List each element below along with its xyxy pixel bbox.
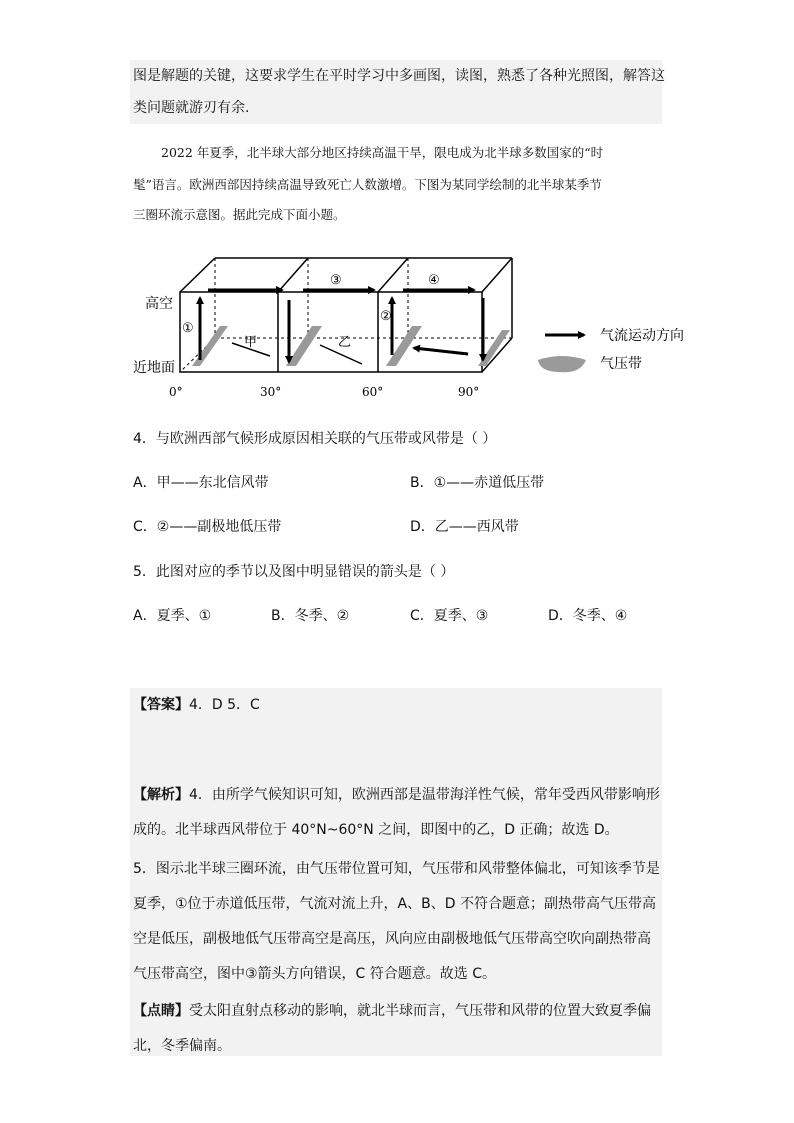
passage-line-1: 2022 年夏季，北半球大部分地区持续高温干旱，限电成为北半球多数国家的“时 (161, 145, 604, 160)
analysis-p1 (133, 778, 661, 848)
pressure-belt-30 (286, 326, 322, 366)
q5-option-d: D．冬季、④ (548, 608, 628, 624)
top-line-1: 图是解题的关键，这要求学生在平时学习中多画图，读图，熟悉了各种光照图，解答这 (133, 68, 665, 84)
analysis-tag: 【解析】 (133, 787, 189, 803)
q5-option-b: B．冬季、② (271, 608, 350, 624)
passage-line-2: 髦”语言。欧洲西部因持续高温导致死亡人数激增。下图为某同学绘制的北半球某季节 (133, 177, 602, 192)
q5-stem: 5．此图对应的季节以及图中明显错误的箭头是（ ） (133, 564, 455, 580)
analysis-text-2: 5．图示北半球三圈环流，由气压带位置可知，气压带和风带整体偏北，可知该季节是夏季，①位于赤道低压带，气流对流上升，A、B、D 不符合题意；副热带高气压带高空是低压，副极地低气压带高空是高压，风向应由副极地低气压带高空吹向副热带高气压带高空，图中③箭头方向错误，C 符合题意。故选 C。 (133, 861, 660, 982)
q4-option-b: B．①——赤道低压带 (410, 475, 545, 491)
label-arrow-2: ② (380, 309, 392, 324)
passage-line-3: 三圈环流示意图。据此完成下面小题。 (133, 207, 346, 222)
top-line-2: 类问题就游刃有余. (133, 100, 250, 116)
legend-belt-icon (538, 356, 586, 372)
label-high: 高空 (145, 296, 173, 312)
label-arrow-3: ③ (330, 273, 342, 288)
comment-paragraph (133, 994, 661, 1064)
tick-0: 0° (169, 385, 183, 399)
arrow-polar-east (414, 348, 468, 354)
legend-belt-label: 气压带 (600, 356, 642, 372)
q4-stem: 4．与欧洲西部气候形成原因相关联的气压带或风带是（ ） (133, 431, 497, 447)
q5-option-c: C．夏季、③ (410, 608, 489, 624)
answer-tag: 【答案】 (133, 697, 189, 713)
q4-option-a: A．甲——东北信风带 (133, 475, 269, 491)
tick-30: 30° (260, 385, 282, 399)
tick-90: 90° (458, 385, 480, 399)
analysis-p2 (133, 852, 661, 992)
circulation-diagram (0, 240, 794, 410)
q4-option-d: D．乙——西风带 (410, 519, 519, 535)
comment-tag: 【点睛】 (133, 1003, 189, 1019)
label-arrow-1: ① (182, 321, 194, 336)
q5-option-a: A．夏季、① (133, 608, 212, 624)
label-ground: 近地面 (133, 360, 175, 376)
tick-60: 60° (362, 385, 384, 399)
box-front (180, 292, 482, 372)
legend-arrow-label: 气流运动方向 (600, 328, 684, 344)
label-jia: 甲 (244, 335, 258, 350)
label-yi: 乙 (338, 335, 352, 350)
q4-option-c: C．②——副极地低压带 (133, 519, 282, 535)
analysis-text-1: 4．由所学气候知识可知，欧洲西部是温带海洋性气候，常年受西风带影响形成的。北半球西风带位于 40°N~60°N 之间，即图中的乙，D 正确；故选 D。 (133, 787, 660, 838)
answer-text: 4．D 5．C (189, 697, 260, 713)
answer-line (133, 695, 260, 715)
pressure-belt-0 (192, 326, 228, 366)
label-arrow-4: ④ (428, 273, 440, 288)
comment-text: 受太阳直射点移动的影响，就北半球而言，气压带和风带的位置大致夏季偏北，冬季偏南。 (133, 1003, 651, 1054)
